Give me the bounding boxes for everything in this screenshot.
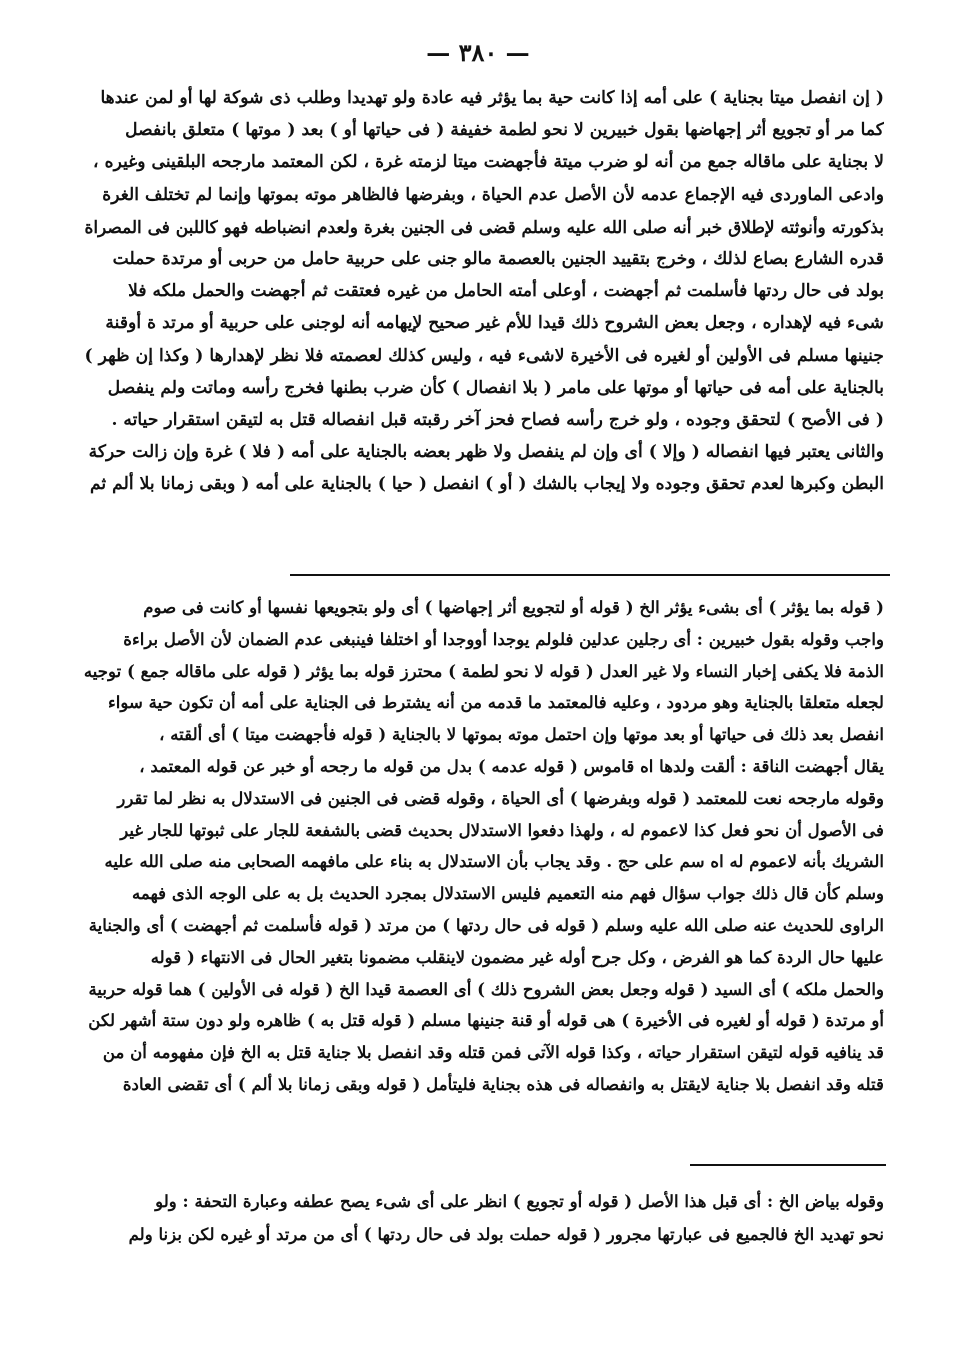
main-text-line: والثانى يعتبر فيها انفصاله ( وإلا ) أى وإن لم ينفصل ولا ظهر بعضه بالجناية على أمه ( فلا ) غرة وإن زالت حركة (88, 442, 884, 463)
commentary-line: قتله وقد انفصل بلا جناية لايقتل به وانفصاله فى هذه بجناية فليتأمل ( قوله وبقى زمانا بلا ألم ) أى تقضى العادة (122, 1073, 884, 1094)
main-text-line: كما مر أو تجويع أثر إجهاضها بقول خبيرين لا نحو لطمة خفيفة ( فى حياتها أو ) بعد ( موتها ) متعلق بانفصل (125, 120, 884, 141)
commentary-line: ( قوله بما يؤثر ) أى بشىء يؤثر الخ ( قوله أو لتجويع أثر إجهاضها ) أى ولو بتجويعها نفسها أو كانت فى صوم (143, 597, 884, 617)
main-text-line: جنينها مسلم فى الأولين أو لغيره فى الأخيرة لاشىء فيه ، وليس كذلك لعصمته فلا نظر لإهدارها ( وكذا إن ظهر ) (84, 345, 884, 366)
main-text-line: ( إن انفصل ميتا بجناية ) على أمه إذا كانت حية بما يؤثر فيه عادة ولو تهديدا وطلب ذى شوكة لها أو لمن عندها (100, 88, 884, 108)
main-text-line: بولد فى حال ردتها فأسلمت ثم أجهضت ، أوعلى أمته الحامل من غيره فعتقت ثم أجهضت والحمل ملكه فلا (128, 281, 884, 302)
section-divider (290, 574, 890, 576)
commentary-line: أو مرتدة ( قوله أو لغيره فى الأخيرة ) هى قوله أو قنة جنينها مسلم ( قوله قتل به ) ظاهره ولو دون ستة أشهر لكن (88, 1010, 884, 1031)
commentary-line: والحمل ملكه ) أى السيد ( قوله وجعل بعض الشروح ذلك ) أى العصمة قيدا الخ ( قوله فى الأولين ) هما قوله حربية (88, 978, 884, 999)
commentary-line: لجعله متعلقا بالجناية وهو مردود ، وعليه فالمعتمد ما قدمه من أنه يشترط فى الجناية على أمه أن تكون حية سواء (107, 692, 884, 713)
sub-commentary-line: نحو تهديد الخ فالجميع فى عبارتها مجرور ( قوله حملت بولد فى حال ردتها ) أى من مرتد أو غيره لكن بزنا ولم (128, 1224, 884, 1244)
main-text-line: بالجناية على أمه فى حياتها أو موتها على مامر ( بلا انفصال ) كأن ضرب بطنها فخرج رأسه وماتت ولم ينفصل (107, 377, 884, 398)
commentary-line: عليها حال الردة كما هو الفرض ، وكل جرح أوله غير مضمون لاينقلب مضمونا بتغير الحال فى الانتهاء ( قوله (150, 946, 884, 967)
commentary-line: انفصل بعد ذلك فى حياتها أو بعد موتها وإن احتمل موته بموتها لا بالجناية ( قوله فأجهضت ميتا ) أى ألقته ، (159, 724, 884, 745)
main-text-line: شىء فيه لإهداره ، وجعل بعض الشروح ذلك قيدا للأم غير صحيح لإيهامه أنه لوجنى على حربية أو مرتد ة أوقنة (105, 313, 884, 334)
sub-commentary-line: وقوله بياض الخ : أى قبل هذا الأصل ( قوله أو تجويع ) انظر على أى شىء يصح عطفه وعبارة التحفة : ولو (155, 1191, 884, 1211)
main-text-line: بذكورته وأنوثته لإطلاق خبر أنه صلى الله عليه وسلم قضى فى الجنين بغرة ولعدم انضباطه فهو كاللبن فى المصراة (84, 216, 884, 237)
main-text-line: ( فى الأصح ) لتحقق وجوده ، ولو خرج رأسه فصاح فحز آخر رقبته قبل انفصاله قتل به لتيقن استقرار حياته . (111, 410, 884, 431)
footnote-divider (690, 1164, 886, 1166)
page-number: — ٣٨٠ — (426, 38, 530, 67)
commentary-block (82, 592, 884, 1101)
commentary-line: فى الأصول أن نحو فعل كذا لاعموم له ، ولهذا دفعوا الاستدلال بحديث قضى بالشفعة للجار على ثبوتها للجار غير (120, 819, 884, 840)
sub-commentary-block (82, 1185, 884, 1251)
main-text-line: قدره الشارع بصاع لذلك ، وخرج بتقييد الجنين بالعصمة مالو جنى على حربية حامل من حربى أو مرتدة حملت (112, 249, 884, 270)
commentary-line: الشريك بأنه لاعموم له اه سم على حج . وقد يجاب بأن الاستدلال به بناء على مافهمه الصحابى منه صلى الله عليه (104, 851, 884, 872)
main-text-line: البطن وكبرها لعدم تحقق وجوده ولا إيجاب بالشك ( أو ) انفصل ( حيا ) بالجناية على أمه ( وبقى زمانا بلا ألم ثم (89, 474, 884, 495)
commentary-line: قد ينافيه قوله لتيقن استقرار حياته ، وكذا قوله الآتى فمن قتله وقد انفصل بلا جناية قتل به الخ فإن مفهومه أن من (102, 1042, 884, 1063)
commentary-line: الذمة فلا يكفى إخبار النساء ولا غير العدل ( قوله لا نحو لطمة ) محترز قوله بما يؤثر ( قوله على ماقاله جمع ) توجيه (83, 660, 884, 681)
main-text-line: وادعى الماوردى فيه الإجماع عدمه لأن الأصل عدم الحياة ، وبفرضها فالظاهر موته بموتها وإنما لم تختلف الغرة (102, 184, 884, 205)
commentary-line: وقوله مارجحه نعت للمعتمد ( قوله وبفرضها ) أى الحياة ، وقوله قضى فى الجنين فى الاستدلال به نظر لما تقرر (117, 787, 884, 808)
commentary-line: يقال أجهضت الناقة : ألقت ولدها اه قاموس ( قوله عدمه ) بدل من قوله ما رجحه أو خبر عن قوله المعتمد ، (139, 755, 884, 776)
main-text-line: لا بجناية على ماقاله جمع من أنه لو ضرب ميتة فأجهضت ميتا لزمته غرة ، لكن المعتمد مارجحه البلقينى وغيره ، (93, 152, 884, 173)
main-text-block (82, 82, 884, 501)
commentary-line: واجب وقوله بقول خبيرين : أى رجلين عدلين فلولم يوجدا أووجدا أو اختلفا فينبغى عدم الضمان لأن الأصل براءة (123, 628, 884, 649)
commentary-line: وسلم كأن قال ذلك جواب سؤال فهم منه التعميم فليس الاستدلال بمجرد الحديث بل به على الوجه الذى فهمه (131, 883, 884, 904)
commentary-line: الراوى للحديث عنه صلى الله عليه وسلم ( قوله فى حال ردتها ) من مرتد ( قوله فأسلمت ثم أجهضت ) أى والجناية (88, 914, 884, 935)
